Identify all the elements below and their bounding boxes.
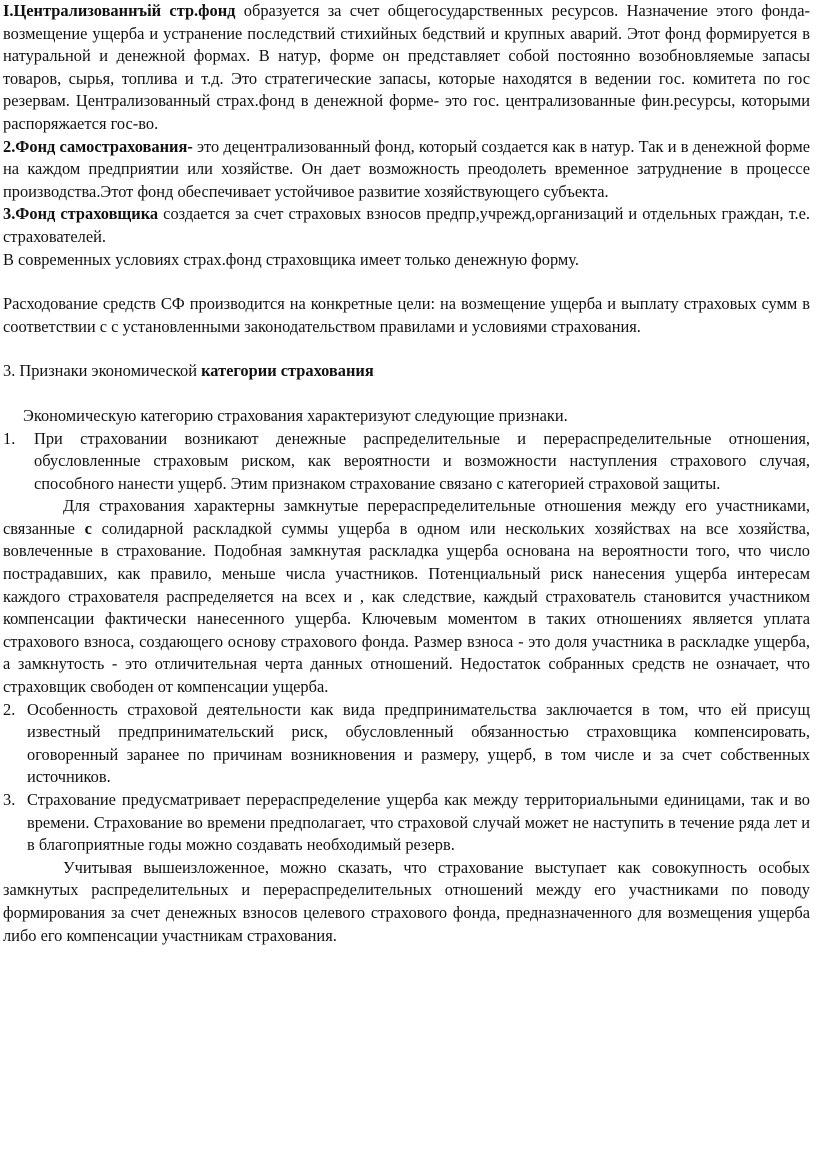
section-insurer-fund [3, 203, 810, 248]
list-item-number: 1. [3, 428, 16, 448]
list-item-number: 2. [3, 699, 16, 719]
list-item: 3. Страхование предусматривает перераспределение ущерба как между территориальными единицами, так и во времени. Страхование во времени предполагает, что страховой случай может не наступить в течение ряда лет и в благоприятные годы можно создавать необходимый резерв. [3, 790, 810, 855]
intro-text: Экономическую категорию страхования характеризуют следующие признаки. [23, 405, 568, 425]
section-insurer-fund-title: 3.Фонд страховщика [3, 204, 159, 224]
list-item-number: 3. [3, 790, 16, 809]
section-self-insurance-fund-text: это децентрализованный фонд, который создается как в натур. Так и в денежной форме на каждом предприятии или хозяйстве. Он дает возможность преодолеть временное затруднение в процессе производства.Этот фонд обеспечивает устойчивое развитие хозяйствующего субъекта. [3, 136, 811, 201]
section-self-insurance-fund-title: 2.Фонд самострахования- [3, 136, 193, 156]
section-heading: 3. Признаки экономической категории страхования [3, 361, 374, 381]
list-item: 2. Особенность страховой деятельности как вида предпринимательства заключается в том, что ей присущ известный предпринимательский риск, обусловленный обязанностью страховщика компенсировать, оговоренный заранее по причинам возникновения и размеру, ущерб, в том числе и за счет собственных источников. [3, 699, 810, 787]
section-centralized-fund [3, 0, 810, 136]
closed-relations-paragraph: Для страхования характерны замкнутые перераспределительные отношения между его участниками, связанные с солидарной раскладкой суммы ущерба в одном или нескольких хозяйствах на все хозяйства, вовлеченные в страхование. Подобная замкнутая раскладка ущерба основана на вероятности того, что число пострадавших, как правило, меньше числа участников. Потенциальный риск нанесения ущерба интересам каждого страхователя распределяется на всех и , как следствие, каждый страхователь становится участником компенсации фактически нанесенного ущерба. Ключевым моментом в таких отношениях является уплата страхового взноса, создающего основу страхового фонда. Размер взноса - это доля участника в раскладке ущерба, а замкнутость - это отличительная черта данных отношений. Недостаток собранных средств не означает, что страховщик свободен от компенсации ущерба. [3, 496, 810, 697]
section-insurer-fund-text: создается за счет страховых взносов предпр,учрежд,организаций и отдельных граждан, т.е. страхователей. [3, 204, 810, 246]
conclusion-paragraph: Учитывая вышеизложенное, можно сказать, что страхование выступает как совокупность особых замкнутых распределительных и перераспределительных отношений между его участниками по поводу формирования за счет денежных взносов целевого страхового фонда, предназначенного для возмещения ущерба либо его компенсации участникам страхования. [3, 857, 810, 945]
section-centralized-fund-text: образуется за счет общегосударственных ресурсов. Назначение этого фонда- возмещение ущерба и устранение последствий стихийных бедствий и крупных аварий. Этот фонд формируется в натуральной и денежной формах. В натур, форме он представляет собой постоянно возобновляемые запасы товаров, сырья, топлива и т.д. Это стратегические запасы, которые находятся в ведении гос. комитета по гос резервам. Централизованный страх.фонд в денежной форме- это гос. централизованные фин.ресурсы, которыми распоряжается гос-во. [3, 1, 810, 133]
spending-paragraph: Расходование средств СФ производится на конкретные цели: на возмещение ущерба и выплату страховых сумм в соответствии с с установленными законодательством правилами и условиями страхования. [3, 294, 810, 336]
modern-conditions-text: В современных условиях страх.фонд страховщика имеет только денежную форму. [3, 249, 579, 269]
section-self-insurance-fund [3, 136, 810, 204]
section-centralized-fund-title: I.Централизованнъій стр.фонд [3, 1, 236, 20]
list-item: 1. При страховании возникают денежные распределительные и перераспределительные отношения, обусловленные страховым риском, как вероятности и возможности наступления страхового случая, способного нанести ущерб. Этим признаком страхование связано с категорией страховой защиты. [3, 428, 810, 493]
